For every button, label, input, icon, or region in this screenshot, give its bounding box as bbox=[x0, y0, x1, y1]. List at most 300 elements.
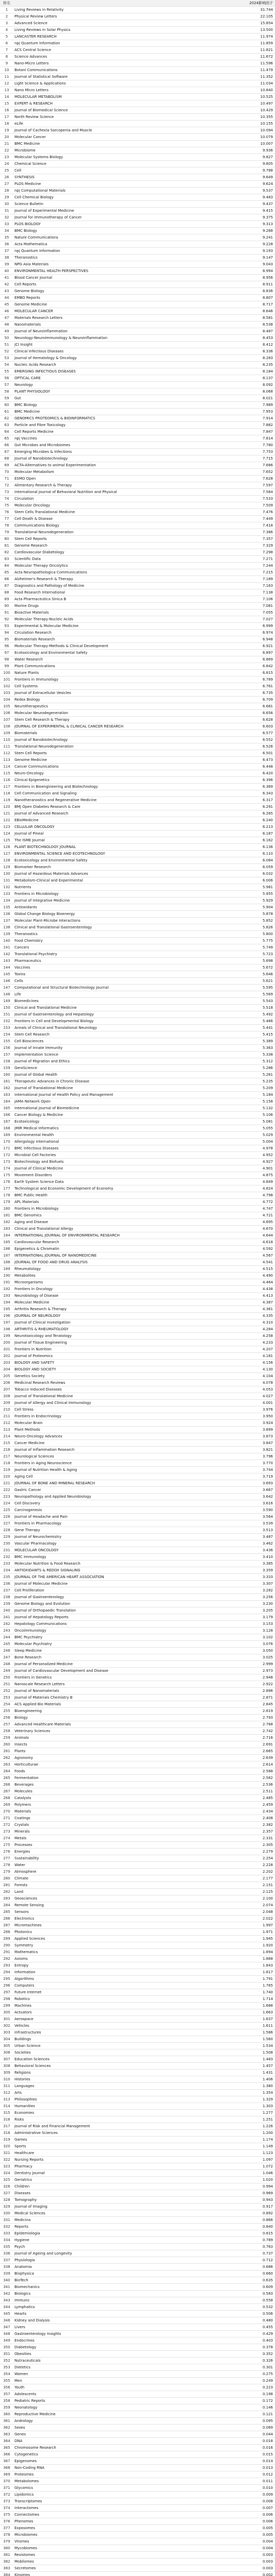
row-score: 3.179 bbox=[262, 1615, 273, 1619]
row-rank: 37 bbox=[4, 249, 9, 253]
row-score: 4.490 bbox=[262, 1274, 273, 1278]
row-score: 1.997 bbox=[262, 1923, 273, 1927]
row-score: 0.006 bbox=[262, 2519, 273, 2523]
row-score: 9.805 bbox=[262, 162, 273, 166]
row-title: Nucleic Acids Research bbox=[14, 363, 56, 367]
row-title: Actuators bbox=[14, 2010, 32, 2014]
row-score: 6.628 bbox=[262, 718, 273, 722]
row-title: eLife bbox=[14, 122, 23, 126]
row-rank: 74 bbox=[4, 497, 9, 501]
row-score: 8.184 bbox=[262, 369, 273, 374]
row-rank: 382 bbox=[3, 2560, 10, 2564]
row-score: 6.603 bbox=[262, 724, 273, 728]
row-rank: 353 bbox=[3, 2365, 10, 2369]
table-row bbox=[0, 2036, 275, 2043]
row-score: 3.744 bbox=[262, 1468, 273, 1472]
row-title: EMBO Reports bbox=[14, 296, 40, 300]
table-row bbox=[0, 770, 275, 777]
row-score: 2.100 bbox=[262, 1896, 273, 1901]
row-score: 9.415 bbox=[262, 209, 273, 213]
row-score: 0.006 bbox=[262, 2513, 273, 2517]
row-rank: 133 bbox=[3, 892, 10, 896]
row-rank: 247 bbox=[3, 1655, 10, 1659]
row-title: JCI Insight bbox=[14, 343, 33, 347]
table-row bbox=[0, 2163, 275, 2170]
row-title: Microbial Cell Factories bbox=[14, 1153, 56, 1157]
row-rank: 220 bbox=[3, 1475, 10, 1479]
row-score: 1.945 bbox=[262, 1937, 273, 1941]
table-row bbox=[0, 1380, 275, 1386]
row-rank: 274 bbox=[3, 1836, 10, 1840]
row-rank: 371 bbox=[3, 2486, 10, 2490]
row-rank: 156 bbox=[3, 1046, 10, 1050]
row-title: Molecular Metabolism bbox=[14, 470, 54, 474]
row-title: EXPERT & RESEARCH bbox=[14, 101, 53, 106]
row-title: Microbiomes bbox=[14, 2533, 38, 2537]
row-rank: 232 bbox=[3, 1555, 10, 1559]
row-score: 0.003 bbox=[262, 2566, 273, 2570]
row-rank: 132 bbox=[3, 885, 10, 889]
table-row bbox=[0, 1286, 275, 1293]
row-title: npj Quantum Information bbox=[14, 41, 60, 45]
table-row bbox=[0, 415, 275, 422]
table-row bbox=[0, 924, 275, 931]
row-rank: 18 bbox=[4, 122, 9, 126]
row-score: 2.948 bbox=[262, 1675, 273, 1680]
row-rank: 360 bbox=[3, 2412, 10, 2416]
row-title: Catalysts bbox=[14, 1796, 31, 1800]
row-rank: 87 bbox=[4, 584, 9, 588]
row-title: Frontiers in Pharmacology bbox=[14, 1521, 62, 1526]
row-rank: 226 bbox=[3, 1515, 10, 1519]
row-rank: 167 bbox=[3, 1120, 10, 1124]
row-rank: 118 bbox=[3, 791, 10, 795]
row-score: 4.413 bbox=[262, 1294, 273, 1298]
table-row bbox=[0, 1661, 275, 1668]
row-title: Journal of Risk and Financial Management bbox=[14, 2124, 90, 2128]
row-title: The ISME Journal bbox=[14, 838, 45, 842]
row-score: 2.485 bbox=[262, 1796, 273, 1800]
row-score: 11.672 bbox=[260, 55, 273, 59]
row-rank: 280 bbox=[3, 1876, 10, 1880]
table-row bbox=[0, 80, 275, 87]
row-rank: 318 bbox=[3, 2131, 10, 2135]
table-row bbox=[0, 2458, 275, 2465]
table-row bbox=[0, 1232, 275, 1239]
table-row bbox=[0, 2197, 275, 2204]
row-rank: 287 bbox=[3, 1923, 10, 1927]
row-score: 2.716 bbox=[262, 1736, 273, 1740]
row-rank: 161 bbox=[3, 1079, 10, 1083]
row-title: JMIR Medical Informatics bbox=[14, 1126, 59, 1130]
row-rank: 183 bbox=[3, 1227, 10, 1231]
row-title: Computers bbox=[14, 1984, 35, 1988]
row-title: Applied Sciences bbox=[14, 1937, 45, 1941]
row-score: 3.487 bbox=[262, 1535, 273, 1539]
row-score: 4.978 bbox=[262, 1146, 273, 1150]
row-score: 0.609 bbox=[262, 2285, 273, 2289]
table-row bbox=[0, 2270, 275, 2277]
row-title: APL Materials bbox=[14, 1200, 39, 1204]
row-score: 6.136 bbox=[262, 845, 273, 849]
row-title: Nature Communications bbox=[14, 235, 58, 240]
table-row bbox=[0, 864, 275, 871]
table-row bbox=[0, 1045, 275, 1052]
row-score: 15.854 bbox=[260, 21, 273, 25]
row-title: Geosciences bbox=[14, 1896, 37, 1901]
row-rank: 186 bbox=[3, 1247, 10, 1251]
row-title: Journal of Clinical Medicine bbox=[14, 1166, 63, 1171]
row-score: 8.068 bbox=[262, 389, 273, 394]
table-row bbox=[0, 1259, 275, 1266]
table-row bbox=[0, 221, 275, 228]
row-rank: 59 bbox=[4, 396, 9, 400]
row-title: Cancers bbox=[14, 945, 29, 950]
row-rank: 357 bbox=[3, 2392, 10, 2396]
row-rank: 354 bbox=[3, 2372, 10, 2376]
row-title: Reports bbox=[14, 2225, 28, 2229]
table-row bbox=[0, 382, 275, 388]
row-title: Annals of Clinical and Translational Neurology bbox=[14, 1026, 98, 1030]
table-row bbox=[0, 1601, 275, 1607]
row-rank: 347 bbox=[3, 2325, 10, 2329]
row-score: 3.924 bbox=[262, 1421, 273, 1425]
row-rank: 110 bbox=[3, 738, 10, 742]
row-rank: 21 bbox=[4, 142, 9, 146]
row-score: 1.380 bbox=[262, 2084, 273, 2088]
row-rank: 163 bbox=[3, 1093, 10, 1097]
table-row bbox=[0, 2056, 275, 2063]
row-rank: 250 bbox=[3, 1675, 10, 1680]
row-rank: 77 bbox=[4, 517, 9, 521]
row-score: 9.193 bbox=[262, 249, 273, 253]
row-title: Stem Cell Research bbox=[14, 1032, 50, 1037]
row-title: SYNTHESIS bbox=[14, 175, 35, 179]
row-title: Journal of Translational Medicine bbox=[14, 1394, 73, 1398]
table-row bbox=[0, 697, 275, 703]
row-rank: 80 bbox=[4, 537, 9, 541]
row-rank: 26 bbox=[4, 175, 9, 179]
row-rank: 325 bbox=[3, 2178, 10, 2182]
table-row bbox=[0, 375, 275, 382]
row-title: BMC Infectious Diseases bbox=[14, 1146, 59, 1150]
row-rank: 136 bbox=[3, 912, 10, 916]
row-rank: 85 bbox=[4, 570, 9, 574]
row-score: 1.971 bbox=[262, 1930, 273, 1934]
row-title: JOURNAL OF BONE AND MINERAL RESEARCH bbox=[14, 1481, 95, 1485]
table-row bbox=[0, 1346, 275, 1353]
table-row bbox=[0, 1293, 275, 1299]
table-row bbox=[0, 2337, 275, 2344]
row-title: Journal of Innate Immunity bbox=[14, 1046, 63, 1050]
table-row bbox=[0, 609, 275, 616]
row-title: Cell Death & Disease bbox=[14, 517, 53, 521]
row-score: 1.586 bbox=[262, 2030, 273, 2035]
row-rank: 289 bbox=[3, 1937, 10, 1941]
row-title: Particle and Fibre Toxicology bbox=[14, 423, 66, 427]
row-score: 0.917 bbox=[262, 2205, 273, 2209]
table-row bbox=[0, 1340, 275, 1346]
row-title: Biomedicines bbox=[14, 999, 39, 1003]
row-title: Molecules bbox=[14, 1789, 33, 1793]
row-score: 5.672 bbox=[262, 965, 273, 970]
row-title: CELLULAR ONCOLOGY bbox=[14, 825, 55, 829]
row-score: 0.069 bbox=[262, 2426, 273, 2430]
row-title: Journal of Molecular Medicine bbox=[14, 1582, 68, 1586]
row-score: 5.698 bbox=[262, 959, 273, 963]
table-row bbox=[0, 2398, 275, 2404]
row-title: Redox Biology bbox=[14, 698, 40, 702]
row-title: Acta Pharmaceutica Sinica B bbox=[14, 597, 67, 601]
table-row bbox=[0, 543, 275, 549]
table-row bbox=[0, 1420, 275, 1427]
table-row bbox=[0, 1728, 275, 1735]
table-row bbox=[0, 743, 275, 750]
row-rank: 139 bbox=[3, 932, 10, 936]
row-title: Hepatology Communications bbox=[14, 1622, 67, 1626]
table-row bbox=[0, 817, 275, 824]
table-row bbox=[0, 1520, 275, 1527]
row-score: 1.354 bbox=[262, 2091, 273, 2095]
row-score: 0.352 bbox=[262, 2352, 273, 2356]
row-title: MOLECULAR METABOLISM bbox=[14, 95, 62, 99]
row-rank: 193 bbox=[3, 1294, 10, 1298]
table-row bbox=[0, 1808, 275, 1815]
row-rank: 29 bbox=[4, 195, 9, 199]
table-row bbox=[0, 2404, 275, 2411]
row-title: BioTech bbox=[14, 2278, 28, 2282]
row-title: ANTIOXIDANTS & REDOX SIGNALING bbox=[14, 1568, 80, 1572]
table-row bbox=[0, 1581, 275, 1587]
row-rank: 245 bbox=[3, 1642, 10, 1646]
row-score: 2.793 bbox=[262, 1716, 273, 1720]
row-score: 0.121 bbox=[262, 2412, 273, 2416]
row-score: 0.012 bbox=[262, 2472, 273, 2477]
table-row bbox=[0, 321, 275, 328]
row-rank: 127 bbox=[3, 852, 10, 856]
row-title: Processes bbox=[14, 1843, 33, 1847]
table-row bbox=[0, 1433, 275, 1440]
row-title: Clinical Epigenetics bbox=[14, 778, 50, 782]
table-row bbox=[0, 857, 275, 864]
table-row bbox=[0, 536, 275, 543]
row-rank: 307 bbox=[3, 2057, 10, 2061]
row-score: 6.317 bbox=[262, 798, 273, 802]
table-row bbox=[0, 2103, 275, 2110]
row-score: 1.868 bbox=[262, 1957, 273, 1961]
row-rank: 216 bbox=[3, 1448, 10, 1452]
row-score: 7.138 bbox=[262, 590, 273, 595]
table-row bbox=[0, 2545, 275, 2552]
row-title: Journal of Headache and Pain bbox=[14, 1515, 68, 1519]
row-title: Cardiovascular Research bbox=[14, 1240, 59, 1244]
row-title: Urban Science bbox=[14, 2044, 41, 2048]
row-title: INTERNATIONAL JOURNAL OF ENVIRONMENTAL RESEARCH bbox=[14, 1233, 120, 1238]
row-rank: 267 bbox=[3, 1789, 10, 1793]
row-title: Neurological Sciences bbox=[14, 1454, 54, 1459]
table-row bbox=[0, 623, 275, 630]
row-rank: 55 bbox=[4, 369, 9, 374]
row-title: Aging and Disease bbox=[14, 1220, 48, 1224]
row-score: 5.595 bbox=[262, 986, 273, 990]
row-rank: 157 bbox=[3, 1053, 10, 1057]
row-title: Journal of Materials Chemistry B bbox=[14, 1696, 73, 1700]
row-rank: 196 bbox=[3, 1314, 10, 1318]
row-rank: 173 bbox=[3, 1160, 10, 1164]
row-score: 4.053 bbox=[262, 1387, 273, 1392]
row-title: Nursing Reports bbox=[14, 2158, 44, 2162]
row-title: Technological and Economic Development of Economy bbox=[14, 1187, 114, 1191]
row-score: 6.265 bbox=[262, 811, 273, 816]
row-title: Journal of Extracellular Vesicles bbox=[14, 691, 71, 695]
table-row bbox=[0, 2049, 275, 2056]
row-rank: 46 bbox=[4, 309, 9, 313]
table-row bbox=[0, 1453, 275, 1460]
table-row bbox=[0, 1393, 275, 1400]
table-row bbox=[0, 1902, 275, 1909]
table-row bbox=[0, 1835, 275, 1842]
row-title: Neuro-Oncology bbox=[14, 771, 44, 775]
table-row bbox=[0, 1681, 275, 1688]
row-title: Sports bbox=[14, 2144, 26, 2148]
row-rank: 298 bbox=[3, 1997, 10, 2001]
table-row bbox=[0, 1500, 275, 1507]
row-score: 4.258 bbox=[262, 1334, 273, 1338]
row-score: 8.137 bbox=[262, 376, 273, 380]
row-score: 3.410 bbox=[262, 1555, 273, 1559]
row-title: Energies bbox=[14, 1850, 30, 1854]
row-score: 9.147 bbox=[262, 256, 273, 260]
table-row bbox=[0, 114, 275, 121]
row-score: 1.560 bbox=[262, 2037, 273, 2041]
row-rank: 117 bbox=[3, 785, 10, 789]
row-score: 0.007 bbox=[262, 2506, 273, 2510]
row-score: 4.361 bbox=[262, 1307, 273, 1311]
row-title: Vascular Pharmacology bbox=[14, 1541, 57, 1546]
table-row bbox=[0, 985, 275, 991]
row-score: 8.836 bbox=[262, 289, 273, 293]
row-title: Neurology-Neuroimmunology & Neuroinflammation bbox=[14, 336, 108, 340]
row-rank: 98 bbox=[4, 657, 9, 662]
row-score: 5.904 bbox=[262, 905, 273, 909]
row-title: Minerals bbox=[14, 1829, 30, 1834]
table-row bbox=[0, 2451, 275, 2458]
table-row bbox=[0, 2552, 275, 2558]
table-row bbox=[0, 2284, 275, 2291]
row-title: JOURNAL OF THE AMERICAN HEART ASSOCIATION bbox=[14, 1575, 104, 1579]
row-title: Mathematics bbox=[14, 1950, 38, 1954]
table-row bbox=[0, 918, 275, 924]
table-row bbox=[0, 576, 275, 583]
row-rank: 366 bbox=[3, 2452, 10, 2456]
row-rank: 286 bbox=[3, 1917, 10, 1921]
row-score: 0.004 bbox=[262, 2539, 273, 2544]
row-score: 6.842 bbox=[262, 664, 273, 668]
row-score: 0.558 bbox=[262, 2298, 273, 2302]
row-score: 2.768 bbox=[262, 1722, 273, 1726]
row-score: 4.001 bbox=[262, 1401, 273, 1405]
row-rank: 228 bbox=[3, 1528, 10, 1532]
row-title: Clinical Infectious Diseases bbox=[14, 349, 64, 353]
row-title: Epigenetics & Chromatin bbox=[14, 1247, 59, 1251]
row-rank: 374 bbox=[3, 2506, 10, 2510]
table-row bbox=[0, 1400, 275, 1406]
row-title: Journal for Immunotherapy of Cancer bbox=[14, 215, 82, 219]
table-row bbox=[0, 2324, 275, 2331]
row-rank: 248 bbox=[3, 1662, 10, 1666]
row-rank: 185 bbox=[3, 1240, 10, 1244]
row-title: Fermentation bbox=[14, 1776, 39, 1780]
row-title: Kidney and Dialysis bbox=[14, 2318, 50, 2323]
row-score: 5.235 bbox=[262, 1079, 273, 1083]
row-title: ACS Applied Bio Materials bbox=[14, 1702, 61, 1706]
row-title: Living Reviews in Solar Physics bbox=[14, 28, 71, 32]
table-row bbox=[0, 877, 275, 884]
row-rank: 314 bbox=[3, 2104, 10, 2108]
row-title: Administrative Sciences bbox=[14, 2131, 58, 2135]
table-row bbox=[0, 516, 275, 522]
row-score: 3.513 bbox=[262, 1528, 273, 1532]
row-rank: 25 bbox=[4, 168, 9, 173]
row-rank: 175 bbox=[3, 1173, 10, 1177]
row-title: Climate bbox=[14, 1876, 28, 1880]
row-title: ACS Central Science bbox=[14, 48, 52, 52]
row-score: 9.241 bbox=[262, 235, 273, 240]
row-title: Water bbox=[14, 1863, 25, 1867]
row-rank: 40 bbox=[4, 269, 9, 273]
row-rank: 204 bbox=[3, 1367, 10, 1371]
row-rank: 251 bbox=[3, 1682, 10, 1686]
table-row bbox=[0, 1011, 275, 1018]
table-row bbox=[0, 2177, 275, 2183]
row-rank: 310 bbox=[3, 2077, 10, 2081]
row-title: Journal of Nanobiotechnology bbox=[14, 738, 68, 742]
row-title: Journal of Statistical Software bbox=[14, 75, 68, 79]
row-rank: 342 bbox=[3, 2292, 10, 2296]
row-title: Nano Micro Letters bbox=[14, 88, 48, 92]
row-score: 9.624 bbox=[262, 182, 273, 186]
table-row bbox=[0, 1741, 275, 1748]
row-rank: 180 bbox=[3, 1207, 10, 1211]
row-rank: 187 bbox=[3, 1253, 10, 1258]
row-title: Medicina bbox=[14, 2218, 31, 2222]
row-rank: 262 bbox=[3, 1756, 10, 1760]
row-score: 4.027 bbox=[262, 1394, 273, 1398]
table-row bbox=[0, 904, 275, 911]
row-title: Buildings bbox=[14, 2037, 31, 2041]
row-title: Neurotherapeutics bbox=[14, 704, 48, 708]
row-rank: 321 bbox=[3, 2151, 10, 2155]
table-row bbox=[0, 797, 275, 804]
row-score: 1.226 bbox=[262, 2124, 273, 2128]
table-row bbox=[0, 1105, 275, 1112]
row-rank: 194 bbox=[3, 1300, 10, 1304]
row-rank: 295 bbox=[3, 1977, 10, 1981]
table-row bbox=[0, 1788, 275, 1795]
row-rank: 16 bbox=[4, 108, 9, 112]
table-row bbox=[0, 449, 275, 455]
row-rank: 263 bbox=[3, 1762, 10, 1767]
table-row bbox=[0, 1775, 275, 1782]
row-score: 1.097 bbox=[262, 2158, 273, 2162]
row-rank: 146 bbox=[3, 979, 10, 983]
table-row bbox=[0, 670, 275, 676]
row-score: 11.859 bbox=[260, 41, 273, 45]
row-score: 8.453 bbox=[262, 336, 273, 340]
row-rank: 165 bbox=[3, 1106, 10, 1110]
row-title: Journal of Advanced Research bbox=[14, 811, 69, 816]
row-title: Education Sciences bbox=[14, 2057, 50, 2061]
